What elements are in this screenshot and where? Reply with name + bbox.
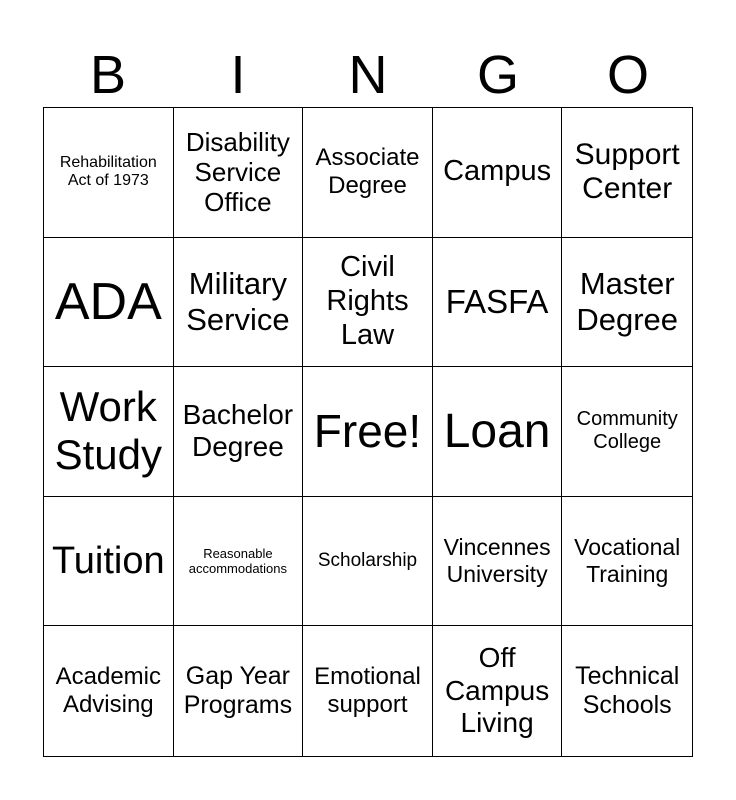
bingo-cell[interactable] xyxy=(433,238,563,368)
cell-text: Campus xyxy=(443,155,552,188)
cell-text: Community College xyxy=(576,408,678,454)
cell-text: Work Study xyxy=(54,382,162,479)
cell-text: Master Degree xyxy=(576,265,679,337)
cell-text: ADA xyxy=(54,272,162,331)
cell-text: Emotional support xyxy=(314,663,421,719)
cell-text: Disability Service Office xyxy=(185,127,290,218)
header-letter-g: G xyxy=(476,45,519,105)
bingo-cell[interactable] xyxy=(433,108,563,238)
cell-text: Tuition xyxy=(51,540,165,583)
bingo-cell[interactable] xyxy=(44,497,174,627)
bingo-cell[interactable] xyxy=(303,497,433,627)
bingo-cell[interactable] xyxy=(303,108,433,238)
bingo-cell[interactable] xyxy=(174,626,304,756)
bingo-board xyxy=(43,107,693,757)
bingo-cell[interactable] xyxy=(303,626,433,756)
bingo-cell[interactable] xyxy=(174,238,304,368)
bingo-cell[interactable] xyxy=(44,108,174,238)
header-letter-i: I xyxy=(230,45,246,105)
cell-text: Vincennes University xyxy=(443,534,551,588)
cell-text: Vocational Training xyxy=(574,534,681,588)
bingo-cell[interactable] xyxy=(562,497,692,627)
bingo-cell[interactable] xyxy=(44,626,174,756)
cell-text: Associate Degree xyxy=(315,144,420,200)
cell-text: Support Center xyxy=(574,137,680,206)
bingo-cell[interactable] xyxy=(433,626,563,756)
cell-text: Bachelor Degree xyxy=(182,399,294,463)
cell-text: Military Service xyxy=(186,265,290,337)
bingo-cell[interactable] xyxy=(44,367,174,497)
cell-text: Civil Rights Law xyxy=(326,251,409,351)
bingo-cell[interactable] xyxy=(44,238,174,368)
bingo-cell[interactable] xyxy=(174,108,304,238)
bingo-cell[interactable] xyxy=(562,108,692,238)
header-letter-b: B xyxy=(89,45,127,105)
cell-text: Off Campus Living xyxy=(444,642,550,739)
cell-text: Gap Year Programs xyxy=(183,662,293,720)
bingo-cell[interactable] xyxy=(433,497,563,627)
bingo-cell[interactable] xyxy=(562,238,692,368)
cell-text: Academic Advising xyxy=(55,663,161,719)
bingo-cell[interactable] xyxy=(562,626,692,756)
bingo-cell[interactable] xyxy=(174,367,304,497)
cell-text: Reasonable accommodations xyxy=(188,546,288,577)
cell-text: FASFA xyxy=(445,282,549,320)
bingo-header xyxy=(43,40,693,108)
bingo-cell[interactable] xyxy=(303,367,433,497)
cell-text: Technical Schools xyxy=(575,662,680,720)
cell-text: Scholarship xyxy=(317,550,418,572)
bingo-cell[interactable] xyxy=(174,497,304,627)
header-letter-o: O xyxy=(606,45,649,105)
bingo-cell[interactable] xyxy=(433,367,563,497)
cell-text: Rehabilitation Act of 1973 xyxy=(59,153,157,190)
header-letter-n: N xyxy=(348,45,388,105)
cell-text: Free! xyxy=(313,404,422,457)
bingo-cell[interactable] xyxy=(562,367,692,497)
cell-text: Loan xyxy=(443,404,551,458)
bingo-cell[interactable] xyxy=(303,238,433,368)
